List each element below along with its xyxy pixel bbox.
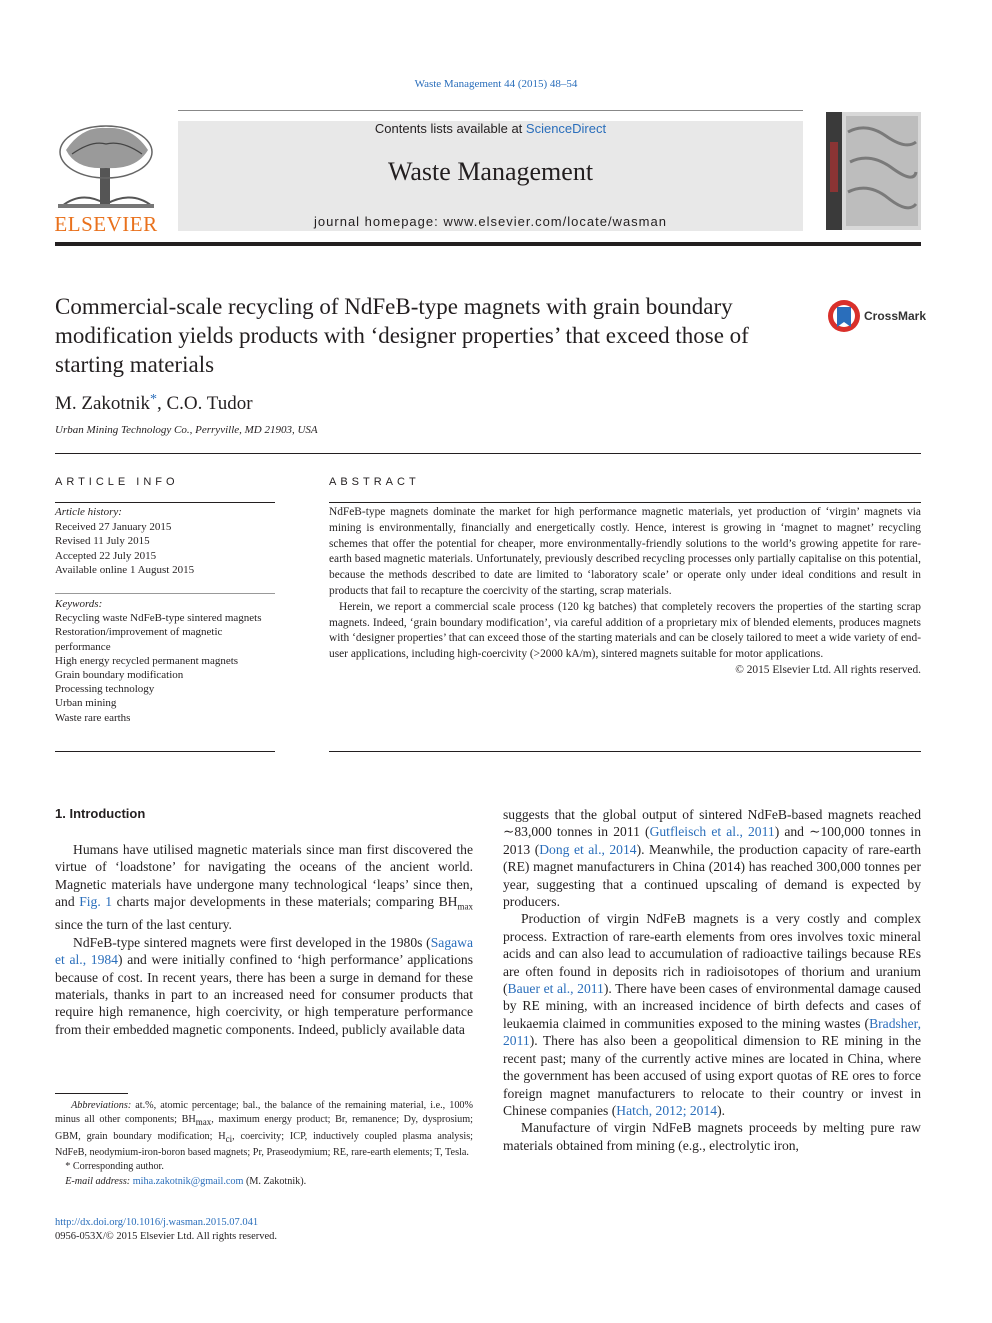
- journal-homepage[interactable]: journal homepage: www.elsevier.com/locate/wasman: [314, 214, 667, 229]
- crossmark-label[interactable]: CrossMark: [864, 309, 927, 323]
- article-history: [55, 505, 275, 578]
- body-column-left: [55, 841, 473, 1038]
- keyword-item: Grain boundary modification: [55, 669, 184, 682]
- body-paragraph: NdFeB-type sintered magnets were first developed in the 1980s (Sagawa et al., 1984) and were initially confined to ‘high performance’ applications because of cost. In recent years, there has been a surge in demand for these materials, thanks in part to an increased need for consumer products that require high remanence, high coercivity, or high temperature performance from their embedded magnetic components. Indeed, publicly available data: [55, 934, 474, 1037]
- affiliation: Urban Mining Technology Co., Perryville, MD 21903, USA: [55, 424, 318, 436]
- keywords-label: Keywords:: [55, 598, 103, 610]
- citation-link[interactable]: Hatch, 2012; 2014: [616, 1102, 718, 1118]
- section-heading-introduction: 1. Introduction: [55, 806, 146, 821]
- header-thick-rule: [55, 242, 921, 246]
- keyword-item: Waste rare earths: [55, 711, 131, 724]
- body-paragraph: Humans have utilised magnetic materials since man first discovered the virtue of ‘loadstone’ for navigating the oceans of the ancient world. Magnetic materials have undergone many technological ‘leaps’ since then, and Fig. 1 charts major developments in these materials; comparing $BH_{max}$ since the turn of the last century.: [55, 842, 473, 933]
- journal-reference[interactable]: Waste Management 44 (2015) 48–54: [414, 78, 578, 90]
- author-1[interactable]: M. Zakotnik: [55, 393, 150, 414]
- body-paragraph: suggests that the global output of sintered NdFeB-based magnets reached ∼83,000 tonnes in 2011 (Gutfleisch et al., 2011) and ∼100,000 tonnes in 2013 (Dong et al., 2014). Meanwhile, the production capacity of rare-earth (RE) magnet manufacturers in China (2014) has reached 300,000 tonnes per year, suggesting that a continued upscaling of demand is expected by producers.: [503, 807, 921, 910]
- citation-link[interactable]: Gutfleisch et al., 2011: [649, 824, 775, 840]
- contents-line: [178, 121, 803, 136]
- history-label: Article history:: [55, 506, 122, 518]
- keyword-item: Processing technology: [55, 683, 155, 696]
- journal-title: Waste Management: [387, 157, 594, 186]
- figure-1-link[interactable]: Fig. 1: [79, 894, 113, 910]
- publisher-name: ELSEVIER: [54, 212, 158, 236]
- article-info-bottom-rule: [55, 751, 275, 752]
- author-2[interactable]: , C.O. Tudor: [157, 393, 253, 414]
- sciencedirect-link[interactable]: ScienceDirect: [525, 121, 607, 136]
- title-rule: [55, 453, 921, 454]
- doi-link[interactable]: http://dx.doi.org/10.1016/j.wasman.2015.07.041: [55, 1217, 259, 1228]
- keyword-item: Recycling waste NdFeB-type sintered magnets: [55, 612, 262, 625]
- body-column-right: [503, 806, 921, 1154]
- footnotes: [55, 1099, 473, 1189]
- history-received: Received 27 January 2015: [55, 520, 172, 533]
- citation-link[interactable]: Bradsher, 2011: [503, 1015, 921, 1049]
- keywords-rule: [55, 593, 275, 594]
- header-top-rule: [178, 110, 803, 111]
- corresponding-author-mark[interactable]: *: [150, 392, 157, 407]
- keyword-item: Urban mining: [55, 697, 117, 710]
- article-info-rule: [55, 502, 275, 503]
- email-link[interactable]: miha.zakotnik@gmail.com: [132, 1175, 244, 1187]
- citation-link[interactable]: Sagawa et al., 1984: [55, 934, 473, 968]
- issn-copyright: 0956-053X/© 2015 Elsevier Ltd. All rights reserved.: [55, 1231, 278, 1242]
- history-online: Available online 1 August 2015: [55, 564, 195, 576]
- history-revised: Revised 11 July 2015: [55, 535, 150, 547]
- citation-link[interactable]: Dong et al., 2014: [539, 841, 637, 857]
- history-accepted: Accepted 22 July 2015: [55, 549, 157, 562]
- keyword-item: Restoration/improvement of magnetic performance: [55, 626, 223, 653]
- abstract-heading: ABSTRACT: [329, 476, 420, 488]
- article-title: Commercial-scale recycling of NdFeB-type magnets with grain boundary modification yields products with ‘designer properties’ that exceed those of starting materials: [55, 294, 749, 377]
- citation-link[interactable]: Bauer et al., 2011: [507, 981, 604, 997]
- abstract-paragraph-2: Herein, we report a commercial scale process (120 kg batches) that completely recovers the properties of the starting scrap magnets. Indeed, ‘grain boundary modification’, via careful addition of a proprietary mix of blended elements, produces magnets with ‘designer properties’ that can exceed those of the starting materials and can be closely tailored to meet a wide variety of end-user applications, including high-coercivity (>2000 kA/m), sintered magnets suitable for motor applications.: [329, 600, 921, 661]
- abstract-paragraph-1: NdFeB-type magnets dominate the market for high performance magnetic materials, yet production of ‘virgin’ magnets via mining is environmentally, financially and energetically costly. Hence, interest is growing in ‘magnet to magnet’ recycling schemes that offer the potential for cheaper, more environmentally-friendly solutions to the world’s growing appetite for rare-earth based magnetic materials. Unfortunately, previously described recycling processes only partially capitalise on this potential, because the methods described to date are limited to ‘laboratory scale’ or operate only under ideal conditions and result in products that fail to recapture the coercivity of the starting, scrap materials.: [329, 506, 921, 597]
- corresponding-author-footnote: * Corresponding author.: [65, 1161, 164, 1173]
- footnote-rule: [55, 1093, 128, 1094]
- keywords: [55, 597, 275, 725]
- keyword-item: High energy recycled permanent magnets: [55, 654, 239, 667]
- body-paragraph: Manufacture of virgin NdFeB magnets proceeds by melting pure raw materials obtained from mining (e.g., electrolytic iron,: [503, 1120, 921, 1153]
- email-footnote: E-mail address: miha.zakotnik@gmail.com (M. Zakotnik).: [65, 1175, 307, 1187]
- journal-cover-image: [826, 112, 921, 230]
- body-paragraph: Production of virgin NdFeB magnets is a very costly and complex process. Extraction of rare-earth elements from ores involves toxic mineral acids and can also lead to accumulation of radioactive tailings because REs are often found in deposits rich in radioisotopes of thorium and uranium (Bauer et al., 2011). There have been cases of environmental damage caused by RE mining, with an increased incidence of birth defects and cases of leukaemia claimed in communities exposed to the mining wastes (Bradsher, 2011). There has also been a geopolitical dimension to RE mining in the recent past; many of the currently active mines are located in China, where the government has been accused of using export quotas of RE ores to force foreign magnet manufacturers to relocate to their country or invest in Chinese companies (Hatch, 2012; 2014).: [503, 911, 921, 1118]
- abstract-rule: [329, 502, 921, 503]
- abstract-bottom-rule: [329, 751, 921, 752]
- abbreviations-footnote: Abbreviations: at.%, atomic percentage; bal., the balance of the remaining material, i.e., 100% minus all other components; $BH_{max}$, maximum energy product; Br, remanence; Dy, dysprosium; GBM, grain boundary modification; $H_{ci}$, coercivity; ICP, inductively coupled plasma analysis; NdFeB, neodymium-iron-boron based magnets; Pr, Praseodymium; RE, rare-earth elements; T, Tesla.: [55, 1100, 474, 1158]
- abstract-copyright: © 2015 Elsevier Ltd. All rights reserved.: [735, 663, 921, 676]
- author-list: [55, 392, 253, 415]
- abstract-body: [329, 505, 921, 679]
- article-info-heading: ARTICLE INFO: [55, 476, 179, 488]
- contents-prefix: Contents lists available at: [374, 121, 526, 136]
